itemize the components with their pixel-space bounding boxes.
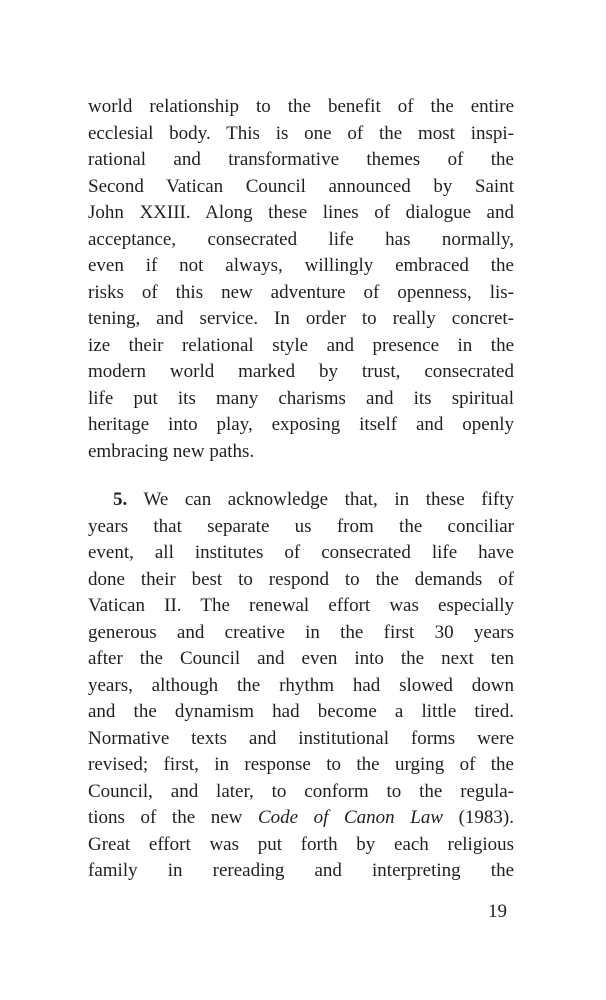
text-line <box>88 805 514 832</box>
text-line <box>88 439 514 466</box>
text-segment: Council, and later, to conform to the regula- <box>88 780 514 802</box>
text-line <box>88 593 514 620</box>
text-segment: generous and creative in the first 30 years <box>88 621 514 643</box>
text-segment: rational and transformative themes of the <box>88 149 514 170</box>
text-line <box>88 779 514 806</box>
text-segment: Vatican II. The renewal effort was especially <box>88 595 514 616</box>
text-segment: (1983). <box>443 807 514 828</box>
text-line <box>88 253 514 280</box>
text-line <box>88 94 514 121</box>
text-segment: years that separate us from the conciliar <box>88 515 514 537</box>
text-segment: Great effort was put forth by each religious <box>88 833 514 855</box>
text-segment: even if not always, willingly embraced the <box>88 255 514 276</box>
paragraph <box>88 94 514 465</box>
text-line <box>88 386 514 413</box>
text-line <box>88 200 514 227</box>
text-line <box>88 333 514 360</box>
text-line <box>88 673 514 700</box>
text-line <box>88 540 514 567</box>
paragraph <box>88 487 514 885</box>
text-segment: risks of this new adventure of openness, lis- <box>88 281 514 303</box>
text-segment: done their best to respond to the demands of <box>88 568 514 590</box>
text-segment: world relationship to the benefit of the entire <box>88 96 514 117</box>
text-segment: Normative texts and institutional forms were <box>88 727 514 749</box>
text-segment: embracing new paths. <box>88 440 255 462</box>
text-line <box>88 726 514 753</box>
text-segment: after the Council and even into the next ten <box>88 648 514 669</box>
text-segment: revised; first, in response to the urging of the <box>88 754 514 775</box>
text-segment: John XXIII. Along these lines of dialogue and <box>88 202 514 223</box>
text-segment: and the dynamism had become a little tired. <box>88 701 514 722</box>
text-line <box>88 121 514 148</box>
text-line <box>88 620 514 647</box>
text-line <box>88 306 514 333</box>
text-segment: heritage into play, exposing itself and openly <box>88 414 514 435</box>
text-segment: We can acknowledge that, in these fifty <box>127 489 514 510</box>
text-segment: ize their relational style and presence in the <box>88 334 514 356</box>
text-block <box>88 94 514 885</box>
text-line <box>88 280 514 307</box>
text-segment: acceptance, consecrated life has normally, <box>88 228 514 250</box>
text-line <box>88 147 514 174</box>
text-line <box>88 567 514 594</box>
text-line <box>88 359 514 386</box>
text-segment: ecclesial body. This is one of the most inspi- <box>88 122 514 144</box>
text-line <box>88 699 514 726</box>
paragraph-number: 5. <box>113 489 128 510</box>
text-line <box>88 174 514 201</box>
text-line <box>88 752 514 779</box>
text-line <box>88 832 514 859</box>
text-segment: years, although the rhythm had slowed down <box>88 674 514 696</box>
text-line <box>88 412 514 439</box>
text-segment: modern world marked by trust, consecrated <box>88 361 514 382</box>
text-line <box>88 487 514 514</box>
text-segment: Second Vatican Council announced by Saint <box>88 175 514 197</box>
text-line <box>88 227 514 254</box>
text-line <box>88 514 514 541</box>
text-segment: tions of the new <box>88 807 258 828</box>
text-line <box>88 858 514 885</box>
text-segment: life put its many charisms and its spiritual <box>88 387 514 409</box>
text-segment: family in rereading and interpreting the <box>88 860 514 881</box>
page-number: 19 <box>488 901 507 922</box>
text-segment: tening, and service. In order to really concret- <box>88 308 514 329</box>
text-line <box>88 646 514 673</box>
text-segment: event, all institutes of consecrated life have <box>88 542 514 563</box>
book-title-italic: Code of Canon Law <box>257 807 444 828</box>
